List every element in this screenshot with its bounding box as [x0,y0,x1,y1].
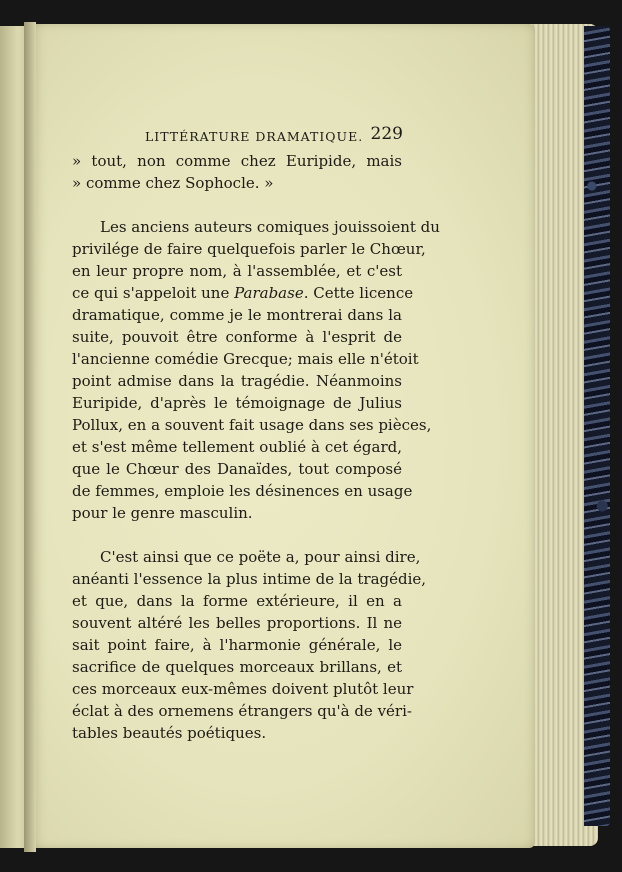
paragraph-2 [72,216,440,524]
text-line: et s'est même tellement oublié à cet égard, [72,438,402,456]
text-line: de femmes, emploie les désinences en usage [72,482,413,500]
body-text [72,150,440,744]
text-line: pour le genre masculin. [72,504,253,522]
text-line: suite, pouvoit être conforme à l'esprit de [72,328,402,346]
text-line: » comme chez Sophocle. » [72,174,274,192]
paragraph-3 [72,546,427,744]
text-line: souvent altéré les belles proportions. Il ne [72,614,402,632]
page-number: 229 [370,124,403,144]
text-line: sait point faire, à l'harmonie générale, le [72,636,402,654]
text-line: anéanti l'essence la plus intime de la tragédie, [72,570,427,588]
marbled-cover [584,26,610,826]
paragraph-gap [72,524,402,546]
paragraph-gap [72,194,402,216]
text-line: » tout, non comme chez Euripide, mais [72,152,402,170]
text-line: que le Chœur des Danaïdes, tout composé [72,460,402,478]
running-title: LITTÉRATURE DRAMATIQUE. [145,129,364,144]
text-line: sacrifice de quelques morceaux brillans, et [72,658,402,676]
text-line: en leur propre nom, à l'assemblée, et c'est [72,262,402,280]
text-line: Euripide, d'après le témoignage de Julius [72,394,402,412]
book-gutter [24,22,36,852]
text-line: éclat à des ornemens étrangers qu'à de véri- [72,702,412,720]
text-line: ces morceaux eux-mêmes doivent plutôt leur [72,680,414,698]
text-line: tables beautés poétiques. [72,724,267,742]
text-line: privilége de faire quelquefois parler le Chœur, [72,240,426,258]
running-header [145,124,403,150]
text-line: et que, dans la forme extérieure, il en a [72,592,402,610]
text-line: Les anciens auteurs comiques jouissoient du [100,218,440,236]
text-line: l'ancienne comédie Grecque; mais elle n'étoit [72,350,419,368]
paragraph-1 [72,150,402,194]
text-line: C'est ainsi que ce poëte a, pour ainsi dire, [100,548,421,566]
text-line-with-italic: ce qui s'appeloit une Parabase. Cette licence [72,284,414,302]
text-line: dramatique, comme je le montrerai dans la [72,306,402,324]
text-line: point admise dans la tragédie. Néanmoins [72,372,402,390]
italic-term: Parabase [234,284,304,302]
text-line: Pollux, en a souvent fait usage dans ses pièces, [72,416,432,434]
